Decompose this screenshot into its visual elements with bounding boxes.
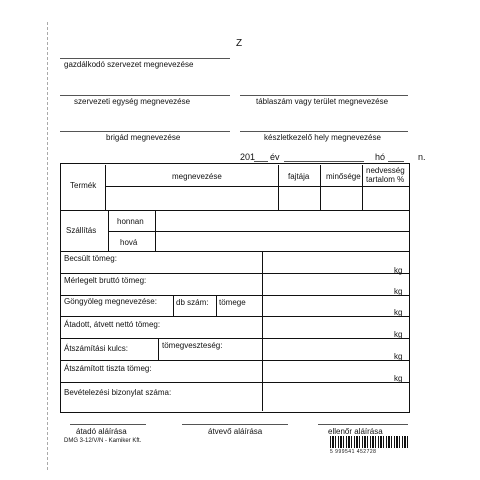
row-line-4: [61, 338, 409, 339]
measured-gross-label: Mérlegelt bruttó tömeg:: [64, 276, 147, 285]
col-divider-2: [320, 165, 321, 210]
receiver-signature-label: átvevő aláírása: [208, 427, 263, 436]
estimated-weight-label: Becsült tömeg:: [64, 254, 117, 263]
col-name-header: megnevezése: [172, 172, 222, 181]
plate-area-field[interactable]: [240, 95, 408, 96]
row-line-2: [61, 295, 409, 296]
row-line-3: [61, 316, 409, 317]
product-header-line: [105, 186, 409, 187]
day-field[interactable]: [388, 161, 404, 162]
handed-net-label: Átadott, átvett nettó tömeg:: [64, 320, 161, 329]
section-line-2: [61, 251, 409, 252]
org-name-field[interactable]: [60, 58, 230, 59]
row-line-5: [61, 360, 409, 361]
col-divider-3: [362, 165, 363, 210]
row-line-1: [61, 273, 409, 274]
checker-signature-label: ellenőr aláírása: [328, 427, 383, 436]
org-name-label: gazdálkodó szervezet megnevezése: [64, 60, 194, 69]
product-label: Termék: [70, 181, 97, 190]
product-divider: [105, 165, 106, 210]
delivery-mid-line: [108, 231, 409, 232]
bale-divider-1: [173, 296, 174, 316]
year-prefix: 201: [240, 152, 256, 162]
unit-kg-2: kg: [394, 287, 403, 296]
month-label: hó: [375, 152, 386, 162]
day-label: n.: [418, 152, 426, 162]
delivery-to-label: hová: [120, 238, 138, 247]
receipt-no-label: Bevételezési bizonylat száma:: [64, 388, 172, 397]
unit-kg-4: kg: [394, 330, 403, 339]
brigade-name-label: brigád megnevezése: [106, 133, 181, 142]
doc-code: DMG 3-12/V/N - Kamiker Kft.: [64, 438, 142, 444]
form-table: [60, 163, 410, 413]
unit-kg-5: kg: [394, 352, 403, 361]
conversion-key-label: Átszámítási kulcs:: [64, 344, 129, 353]
delivery-from-label: honnan: [117, 217, 144, 226]
form-letter-z: Z: [236, 38, 243, 49]
col-divider-1: [278, 165, 279, 210]
unit-name-label: szervezeti egység megnevezése: [74, 97, 191, 106]
sender-signature-field[interactable]: [70, 424, 146, 425]
warehouse-name-field[interactable]: [240, 131, 408, 132]
brigade-name-field[interactable]: [60, 131, 230, 132]
converted-net-label: Átszámított tiszta tömeg:: [64, 364, 152, 373]
col-type-header: fajtája: [288, 172, 310, 181]
bale-weight-label: tömege: [219, 298, 246, 307]
checker-signature-field[interactable]: [318, 424, 408, 425]
barcode-icon: [330, 436, 410, 448]
section-line-1: [61, 210, 409, 211]
col-moisture-header: nedvesség tartalom %: [366, 166, 405, 184]
delivery-label: Szállítás: [66, 226, 97, 235]
weight-loss-label: tömegveszteség:: [162, 341, 223, 350]
row-line-6: [61, 382, 409, 383]
col-quality-header: minősége: [326, 172, 361, 181]
qty-label: db szám:: [176, 298, 209, 307]
bale-name-label: Göngyöleg megnevezése:: [64, 297, 157, 306]
bale-divider-2: [216, 296, 217, 316]
receiver-signature-field[interactable]: [182, 424, 288, 425]
unit-name-field[interactable]: [60, 95, 230, 96]
year-label: év: [270, 152, 280, 162]
sender-signature-label: átadó aláírása: [76, 427, 127, 436]
plate-area-label: táblaszám vagy terület megnevezése: [256, 97, 389, 106]
conversion-divider: [158, 339, 159, 360]
unit-kg-3: kg: [394, 308, 403, 317]
month-field[interactable]: [284, 161, 364, 162]
unit-kg-6: kg: [394, 374, 403, 383]
year-field[interactable]: [254, 161, 268, 162]
perforation-line: [47, 22, 48, 470]
barcode-number: 5 999541 452728: [330, 449, 377, 455]
unit-kg-1: kg: [394, 266, 403, 275]
warehouse-name-label: készletkezelő hely megnevezése: [264, 133, 381, 142]
weight-col-divider: [262, 252, 263, 411]
